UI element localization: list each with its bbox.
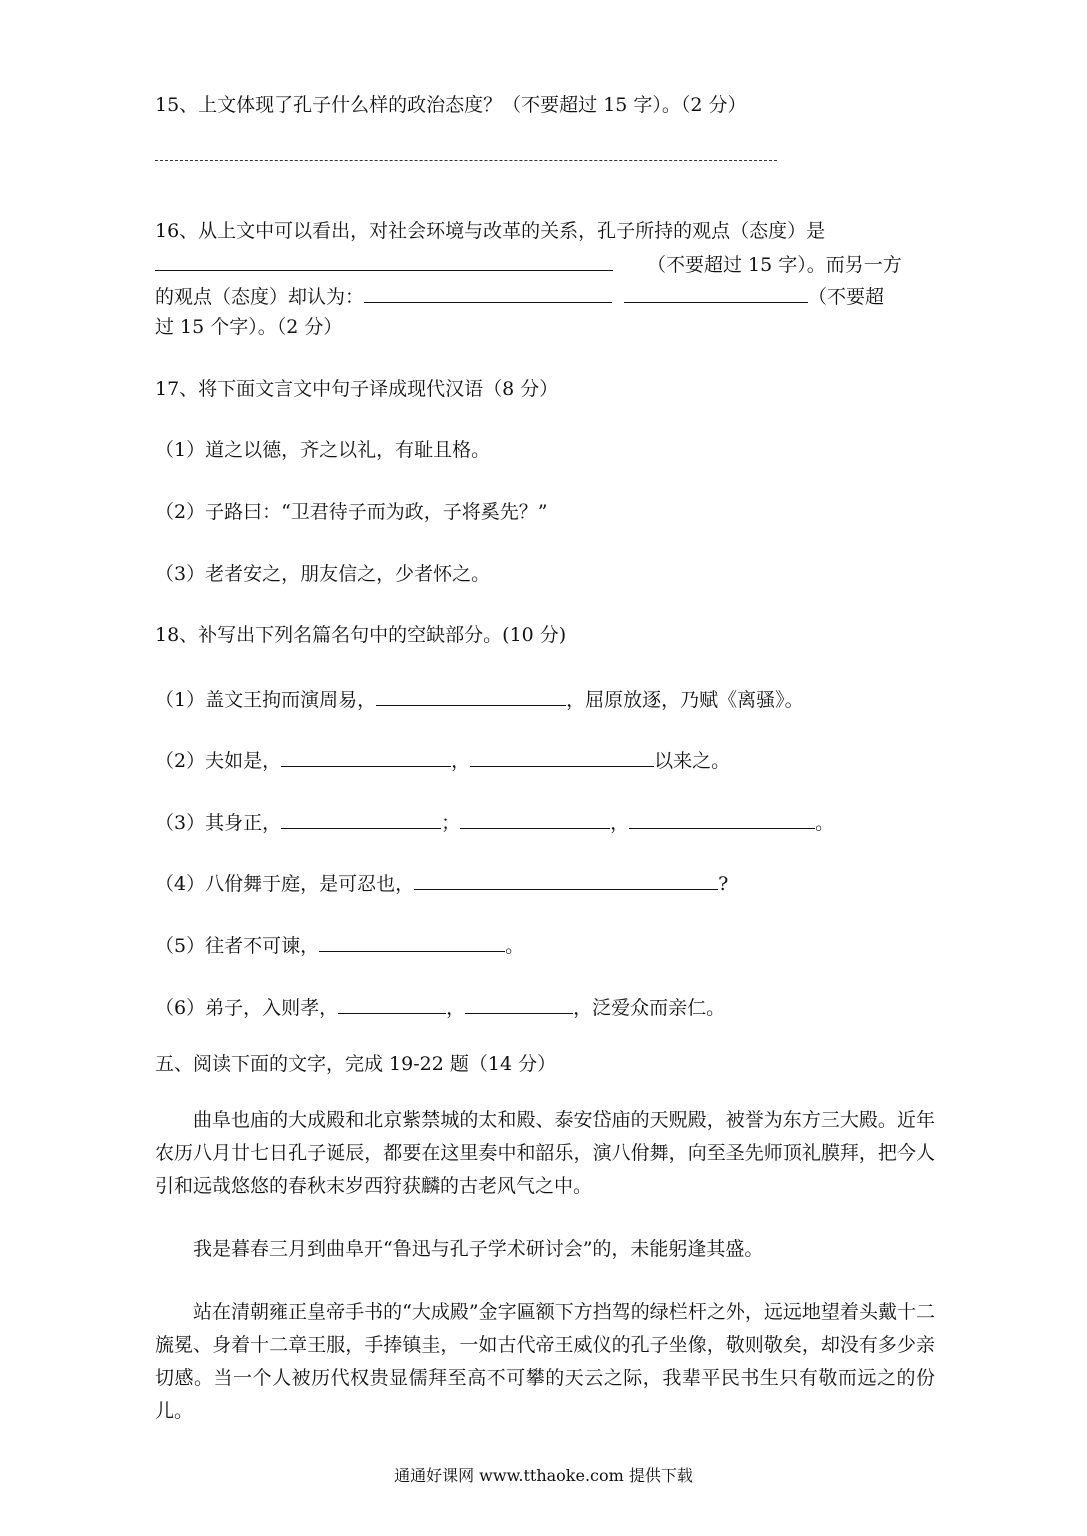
q18-item-5-pre: （5）往者不可谏， xyxy=(155,935,320,957)
q18-item-3-sep1: ； xyxy=(441,812,461,834)
q16-blank-3[interactable] xyxy=(624,282,808,303)
q18-item-3-post: 。 xyxy=(815,812,835,834)
q15-answer-line[interactable] xyxy=(155,160,777,161)
q18-item-2 xyxy=(155,746,730,774)
q17-title: 17、将下面文言文中句子译成现代汉语（8 分） xyxy=(155,378,559,400)
q18-item-1-blank[interactable] xyxy=(376,685,566,706)
section5-paragraph-2: 我是暮春三月到曲阜开“鲁迅与孔子学术研讨会”的，未能躬逢其盛。 xyxy=(193,1238,764,1260)
q15-text: 15、上文体现了孔子什么样的政治态度？（不要超过 15 字）。（2 分） xyxy=(155,94,747,116)
q18-item-3 xyxy=(155,808,834,836)
q16-line1: 16、从上文中可以看出，对社会环境与改革的关系，孔子所持的观点（态度）是 xyxy=(155,220,826,242)
q18-title: 18、补写出下列名篇名句中的空缺部分。(10 分) xyxy=(155,624,567,646)
q16-line3-suffix: （不要超 xyxy=(808,286,885,308)
q17-item-3: （3）老者安之，朋友信之，少者怀之。 xyxy=(155,563,491,585)
q18-item-2-mid: ， xyxy=(451,750,471,772)
q18-item-2-post: 以来之。 xyxy=(654,750,731,772)
page-footer: 通通好课网 www.tthaoke.com 提供下载 xyxy=(394,1466,693,1485)
q18-item-3-pre: （3）其身正， xyxy=(155,812,282,834)
q18-item-2-blank-2[interactable] xyxy=(470,746,654,767)
section5-title: 五、阅读下面的文字，完成 19-22 题（14 分） xyxy=(155,1053,557,1075)
q16-blank-1[interactable] xyxy=(155,250,613,271)
q18-item-4 xyxy=(155,869,728,897)
q17-item-1: （1）道之以德，齐之以礼，有耻且格。 xyxy=(155,439,491,461)
q18-item-2-pre: （2）夫如是， xyxy=(155,750,282,772)
q16-line2 xyxy=(155,250,902,278)
q18-item-4-post: ? xyxy=(718,873,729,895)
q16-line3-prefix: 的观点（态度）却认为： xyxy=(155,286,365,308)
q17-item-2: （2）子路曰：“卫君待子而为政，子将奚先？” xyxy=(155,501,548,523)
q18-item-3-sep2: ， xyxy=(610,812,630,834)
q18-item-2-blank-1[interactable] xyxy=(281,746,451,767)
q18-item-3-blank-1[interactable] xyxy=(281,808,441,829)
q18-item-1-pre: （1）盖文王拘而演周易， xyxy=(155,689,377,711)
q16-line2-suffix: （不要超过 15 字）。而另一方 xyxy=(647,254,902,276)
section5-paragraph-3: 站在清朝雍正皇帝手书的“大成殿”金字匾额下方挡驾的绿栏杆之外，远远地望着头戴十二旒冕、身着十二章王服，手捧镇圭，一如古代帝王威仪的孔子坐像，敬则敬矣，却没有多少亲切感。当一个人被历代权贵显儒拜至高不可攀的天云之际，我辈平民书生只有敬而远之的份儿。 xyxy=(155,1301,935,1422)
q16-blank-2[interactable] xyxy=(364,282,612,303)
q18-item-6 xyxy=(155,993,725,1021)
q18-item-6-blank-2[interactable] xyxy=(465,993,573,1014)
q16-line3 xyxy=(155,282,884,310)
q18-item-4-blank[interactable] xyxy=(414,869,718,890)
q18-item-6-post: ，泛爱众而亲仁。 xyxy=(573,997,726,1019)
q16-line4: 过 15 个字）。（2 分） xyxy=(155,316,343,338)
section5-paragraph-1: 曲阜也庙的大成殿和北京紫禁城的太和殿、泰安岱庙的天贶殿，被誉为东方三大殿。近年农历八月廿七日孔子诞辰，都要在这里奏中和韶乐，演八佾舞，向至圣先师顶礼膜拜，把今人引和远哉悠悠的春秋末岁西狩获麟的古老风气之中。 xyxy=(155,1109,935,1197)
q18-item-5-post: 。 xyxy=(505,935,525,957)
q18-item-3-blank-3[interactable] xyxy=(629,808,815,829)
q18-item-4-pre: （4）八佾舞于庭，是可忍也， xyxy=(155,873,415,895)
q18-item-6-sep1: ， xyxy=(446,997,466,1019)
q18-item-6-pre: （6）弟子，入则孝， xyxy=(155,997,339,1019)
q18-item-3-blank-2[interactable] xyxy=(460,808,610,829)
q18-item-6-blank-1[interactable] xyxy=(338,993,446,1014)
q18-item-5 xyxy=(155,931,524,959)
q18-item-1-post: ，屈原放逐，乃赋《离骚》。 xyxy=(566,689,804,711)
q18-item-5-blank[interactable] xyxy=(319,931,505,952)
q18-item-1 xyxy=(155,685,804,713)
